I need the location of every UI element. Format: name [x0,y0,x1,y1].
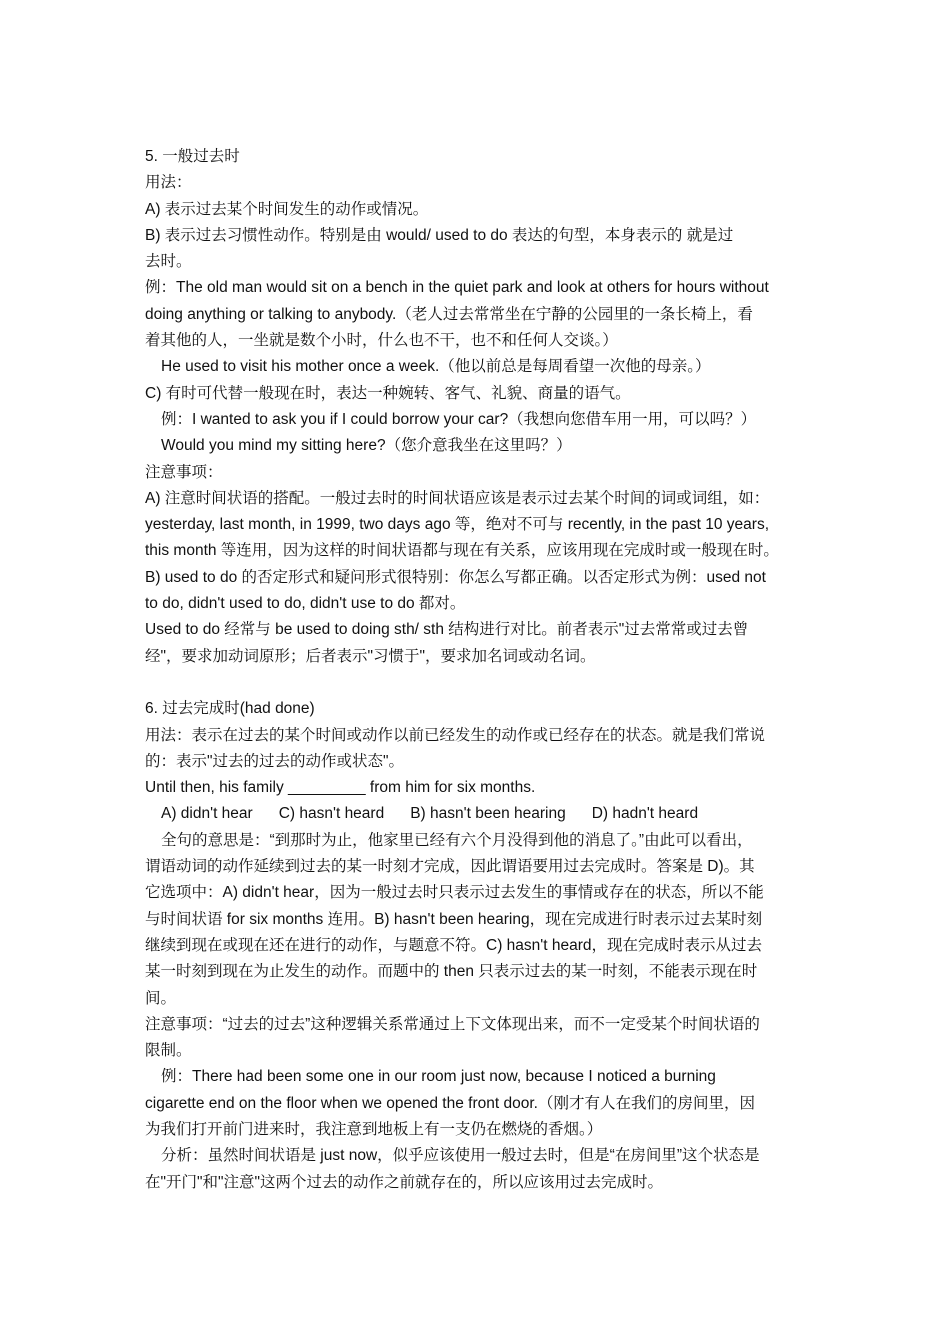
question-text: Until then, his family _________ from him for six months. [145,779,536,797]
note-b-line1: B) used to do 的否定形式和疑问形式很特别：你怎么写都正确。以否定形式为例：used not [145,568,766,586]
example1-line3: 着其他的人，一坐就是数个小时，什么也不干，也不和任何人交谈。） [145,332,618,350]
note-c-line1: Used to do 经常与 be used to doing sth/ sth 结构进行对比。前者表示"过去常常或过去曾 [145,621,749,639]
usage-point-c: C) 有时可代替一般现在时，表达一种婉转、客气、礼貌、商量的语气。 [145,384,631,402]
note-b-line2: to do, didn't used to do, didn't use to do 都对。 [145,595,466,613]
choice-d: D) hadn't heard [591,805,699,823]
analysis-line3: 它选项中：A) didn't hear，因为一般过去时只表示过去发生的事情或存在的状态，所以不能 [145,884,764,902]
example3: 例：I wanted to ask you if I could borrow your car?（我想向您借车用一用，可以吗？） [161,410,757,428]
example1-line1: 例：The old man would sit on a bench in the quiet park and look at others for hours without [145,279,769,297]
note-a-line2: yesterday, last month, in 1999, two days ago 等，绝对不可与 recently, in the past 10 years, [145,516,770,534]
section6-note-line2: 限制。 [145,1042,192,1060]
analysis-line6: 某一时刻到现在为止发生的动作。而题中的 then 只表示过去的某一时刻，不能表示现在时 [145,963,758,981]
section6-usage-line1: 用法：表示在过去的某个时间或动作以前已经发生的动作或已经存在的状态。就是我们常说 [145,726,766,744]
analysis-line4: 与时间状语 for six months 连用。B) hasn't been hearing，现在完成进行时表示过去某时刻 [145,910,763,928]
note-c-line2: 经"，要求加动词原形；后者表示"习惯于"，要求加名词或动名词。 [145,647,596,665]
choice-b: B) hasn't been hearing [410,805,566,823]
notes-label: 注意事项： [145,463,223,481]
section-spacer [145,670,811,696]
section6-example-line2: cigarette end on the floor when we opened the front door.（刚才有人在我们的房间里，因 [145,1094,755,1112]
document-page [145,144,811,1196]
analysis-line7: 间。 [145,989,177,1007]
note-a-line1: A) 注意时间状语的搭配。一般过去时的时间状语应该是表示过去某个时间的词或词组，如： [145,489,770,507]
section6-example-line3: 为我们打开前门进来时，我注意到地板上有一支仍在燃烧的香烟。） [145,1120,603,1138]
usage-point-b-line1: B) 表示过去习惯性动作。特别是由 would/ used to do 表达的句型，本身表示的 就是过 [145,226,734,244]
analysis-line1: 全句的意思是：“到那时为止，他家里已经有六个月没得到他的消息了。”由此可以看出， [161,831,753,849]
section6-example-line1: 例：There had been some one in our room just now, because I noticed a burning [161,1068,716,1086]
example1-line2: doing anything or talking to anybody.（老人过去常常坐在宁静的公园里的一条长椅上，看 [145,305,753,323]
usage-point-a: A) 表示过去某个时间发生的动作或情况。 [145,200,429,218]
answer-choices [145,801,811,827]
choice-c: C) hasn't heard [278,805,385,823]
usage-point-b-line2: 去时。 [145,253,192,271]
explain-line1: 分析：虽然时间状语是 just now，似乎应该使用一般过去时，但是“在房间里”这个状态是 [161,1147,760,1165]
explain-line2: 在"开门"和"注意"这两个过去的动作之前就存在的，所以应该用过去完成时。 [145,1173,664,1191]
example4: Would you mind my sitting here?（您介意我坐在这里吗？） [161,437,572,455]
section5-heading: 5. 一般过去时 [145,148,240,165]
choice-a: A) didn't hear [161,805,253,823]
section6-heading: 6. 过去完成时(had done) [145,700,315,718]
example2: He used to visit his mother once a week.（他以前总是每周看望一次他的母亲。） [161,358,711,376]
analysis-line2: 谓语动词的动作延续到过去的某一时刻才完成，因此谓语要用过去完成时。答案是 D)。其 [145,858,755,876]
analysis-line5: 继续到现在或现在还在进行的动作，与题意不符。C) hasn't heard，现在完成时表示从过去 [145,936,762,954]
section6-note-line1: 注意事项：“过去的过去”这种逻辑关系常通过上下文体现出来，而不一定受某个时间状语的 [145,1015,760,1033]
usage-label: 用法： [145,174,192,192]
section6-usage-line2: 的：表示"过去的过去的动作或状态"。 [145,752,405,770]
note-a-line3: this month 等连用，因为这样的时间状语都与现在有关系，应该用现在完成时或一般现在时。 [145,542,779,560]
